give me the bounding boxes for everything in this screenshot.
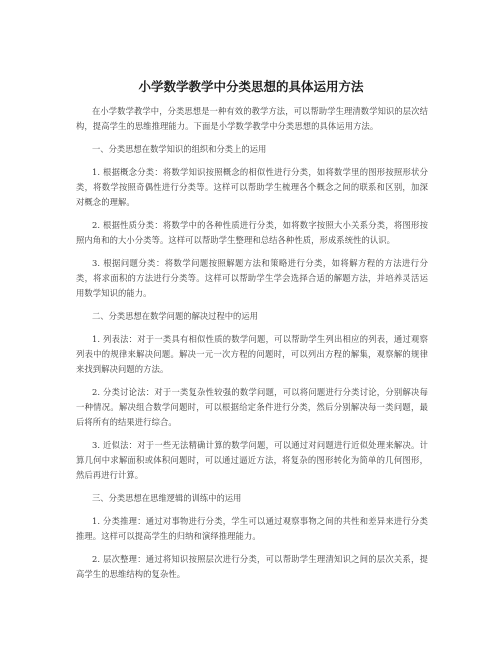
document-body bbox=[76, 104, 428, 590]
section-2-heading: 二、分类思想在数学问题的解决过程中的运用 bbox=[92, 311, 258, 321]
section-1-item-3: 3. 根据问题分类：将数学问题按照解题方法和策略进行分类，如将解方程的方法进行分类，将求面积的方法进行分类等。这样可以帮助学生学会选择合适的解题方法，并培养灵活运用数学知识的能力。 bbox=[76, 258, 428, 298]
section-3-item-2: 2. 层次整理：通过将知识按照层次进行分类，可以帮助学生理清知识之间的层次关系，提高学生的思维结构的复杂性。 bbox=[76, 554, 428, 579]
section-2-item-2: 2. 分类讨论法：对于一类复杂性较强的数学问题，可以将问题进行分类讨论，分别解决每一种情况。解决组合数学问题时，可以根据给定条件进行分类，然后分别解决每一类问题，最后将所有的结果进行综合。 bbox=[76, 387, 428, 427]
section-3-heading: 三、分类思想在思维逻辑的训练中的运用 bbox=[92, 493, 242, 503]
section-2-item-3: 3. 近似法：对于一些无法精确计算的数学问题，可以通过对问题进行近似处理来解决。计算几何中求解面积或体积问题时，可以通过逼近方法，将复杂的图形转化为简单的几何图形，然后再进行计算。 bbox=[76, 440, 428, 480]
section-3-item-1: 1. 分类推理：通过对事物进行分类，学生可以通过观察事物之间的共性和差异来进行分类推理。这样可以提高学生的归纳和演绎推理能力。 bbox=[76, 516, 428, 541]
section-2-item-1: 1. 列表法：对于一类具有相似性质的数学问题，可以帮助学生列出相应的列表，通过观察列表中的规律来解决问题。解决一元一次方程的问题时，可以列出方程的解集，观察解的规律来找到解决问题的方法。 bbox=[76, 334, 428, 374]
section-1-item-2: 2. 根据性质分类：将数学中的各种性质进行分类，如将数字按照大小关系分类，将图形按照内角和的大小分类等。这样可以帮助学生整理和总结各种性质，形成系统性的认识。 bbox=[76, 220, 428, 245]
section-1-heading: 一、分类思想在数学知识的组织和分类上的运用 bbox=[92, 144, 267, 154]
section-1-item-1: 1. 根据概念分类：将数学知识按照概念的相似性进行分类，如将数学里的图形按照形状分类，将数学按照奇偶性进行分类等。这样可以帮助学生梳理各个概念之间的联系和区别，加深对概念的理解。 bbox=[76, 167, 428, 207]
document-title: 小学数学教学中分类思想的具体运用方法 bbox=[138, 79, 364, 94]
intro-paragraph: 在小学数学教学中，分类思想是一种有效的教学方法，可以帮助学生理清数学知识的层次结构，提高学生的思维推理能力。下面是小学数学教学中分类思想的具体运用方法。 bbox=[76, 106, 428, 131]
